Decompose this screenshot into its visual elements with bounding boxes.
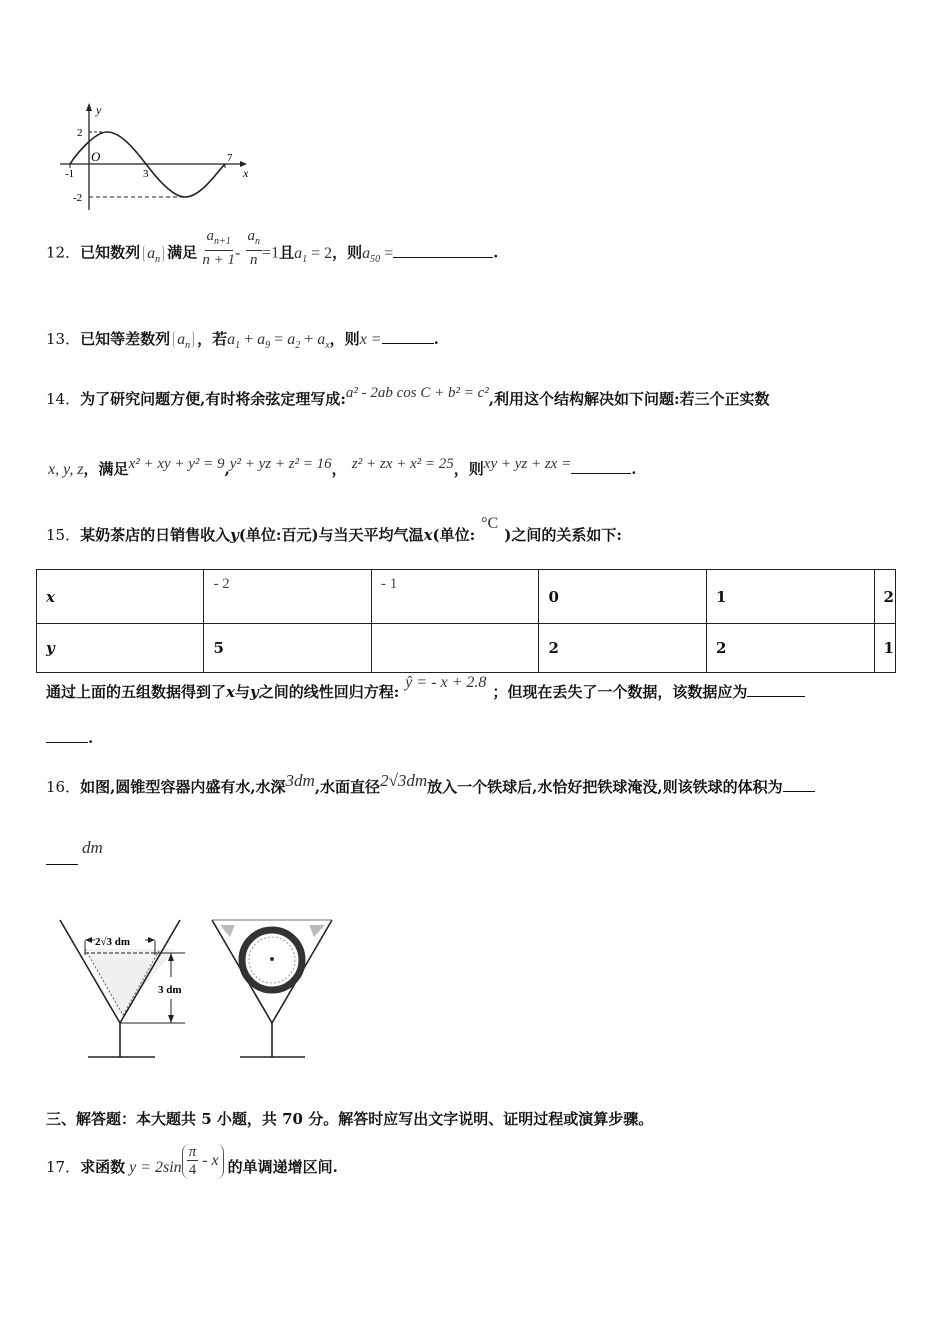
question-15: 15．某奶茶店的日销售收入y(单位:百元)与当天平均气温x(单位:°C)之间的关系如下:	[46, 515, 622, 544]
diameter-label: 2√3 dm	[95, 936, 131, 948]
question-16: 16．如图,圆锥型容器内盛有水,水深3dm,水面直径2√3dm放入一个铁球后,水恰好把铁球淹没,则该铁球的体积为	[46, 776, 815, 797]
tick-label: 2	[77, 127, 83, 139]
question-15-line3: .	[46, 728, 93, 747]
table-cell: 5	[204, 624, 372, 673]
unit-celsius: °C	[481, 515, 499, 532]
question-number: 13．	[46, 330, 81, 348]
table-cell: - 2	[204, 570, 372, 624]
table-cell: 1	[707, 570, 875, 624]
table-cell: 2	[707, 624, 875, 673]
question-number: 16．	[46, 778, 81, 796]
answer-blank-continued[interactable]	[46, 728, 88, 743]
section-heading: 三、解答题：本大题共 5 小题，共 70 分。解答时应写出文字说明、证明过程或演算步骤。	[46, 1110, 654, 1128]
data-table	[36, 569, 896, 673]
tick-label: 7	[227, 152, 233, 164]
question-13: 13．已知等差数列 $a_n$ ，若$a_1 + a_9 = a_2 + a_x$，则x = .	[46, 330, 439, 351]
table-cell: 2	[874, 570, 895, 624]
answer-blank-continued[interactable]	[46, 864, 78, 865]
regression-equation: ŷ = - x + 2.8	[405, 674, 487, 691]
question-12: 12．已知数列 $a_n$ 满足 $\frac{a_{n+1}}{n + 1}$ - $\frac{a_n}{n}$ =1且$a_1 = 2$，则$a_{50}$ = .	[46, 228, 499, 268]
paren-group: $\frac{\pi}{4}$ - x	[182, 1144, 224, 1179]
answer-blank[interactable]	[747, 682, 805, 697]
answer-blank[interactable]	[783, 777, 815, 792]
question-number: 17．	[46, 1158, 81, 1176]
cosine-law-formula: a² - 2ab cos C + b² = c²	[345, 385, 489, 401]
answer-blank[interactable]	[393, 243, 493, 258]
tick-label: 3	[143, 168, 149, 180]
table-cell: y	[37, 624, 204, 673]
fraction: $\frac{a_{n+1}}{n + 1}$	[202, 228, 235, 268]
tick-label: -2	[73, 192, 83, 204]
volume-unit: dm	[82, 838, 103, 857]
fraction: $\frac{a_n}{n}$	[247, 228, 261, 268]
origin-label: O	[91, 149, 101, 164]
question-number: 15．	[46, 526, 81, 544]
question-number: 14．	[46, 390, 81, 408]
table-row	[37, 570, 896, 624]
table-cell: 2	[539, 624, 707, 673]
question-14: 14．为了研究问题方便,有时将余弦定理写成:a² - 2ab cos C + b² = c²,利用这个结构解决如下问题:若三个正实数	[46, 385, 770, 408]
condition-formula: $a_1 + a_9 = a_2 + a_x$	[227, 331, 330, 351]
table-cell: 1	[874, 624, 895, 673]
depth-label: 3 dm	[158, 984, 182, 996]
tick-label: -1	[65, 168, 75, 180]
table-row	[37, 624, 896, 673]
sequence: $a_n$	[173, 331, 194, 348]
table-cell: - 1	[372, 570, 539, 624]
answer-blank[interactable]	[571, 459, 631, 474]
sequence: $a_n$	[143, 245, 164, 262]
question-14-line2: x, y, z，满足x² + xy + y² = 9,y² + yz + z² = 16， z² + zx + x² = 25，则xy + yz + zx = .	[48, 456, 637, 478]
sine-graph-figure	[55, 100, 255, 215]
table-cell: 0	[539, 570, 707, 624]
answer-blank[interactable]	[382, 329, 434, 344]
question-number: 12．	[46, 243, 81, 262]
x-axis-label: x	[243, 166, 249, 180]
y-axis-label: y	[96, 103, 102, 117]
table-cell	[372, 624, 539, 673]
table-cell: x	[37, 570, 204, 624]
question-15-line2: 通过上面的五组数据得到了x与y之间的线性回归方程:ŷ = - x + 2.8；但现在丢失了一个数据，该数据应为	[46, 681, 805, 702]
cone-figures	[55, 915, 345, 1065]
question-17: 17．求函数 y = 2sin $\frac{\pi}{4}$ - x 的单调递增区间.	[46, 1143, 338, 1178]
